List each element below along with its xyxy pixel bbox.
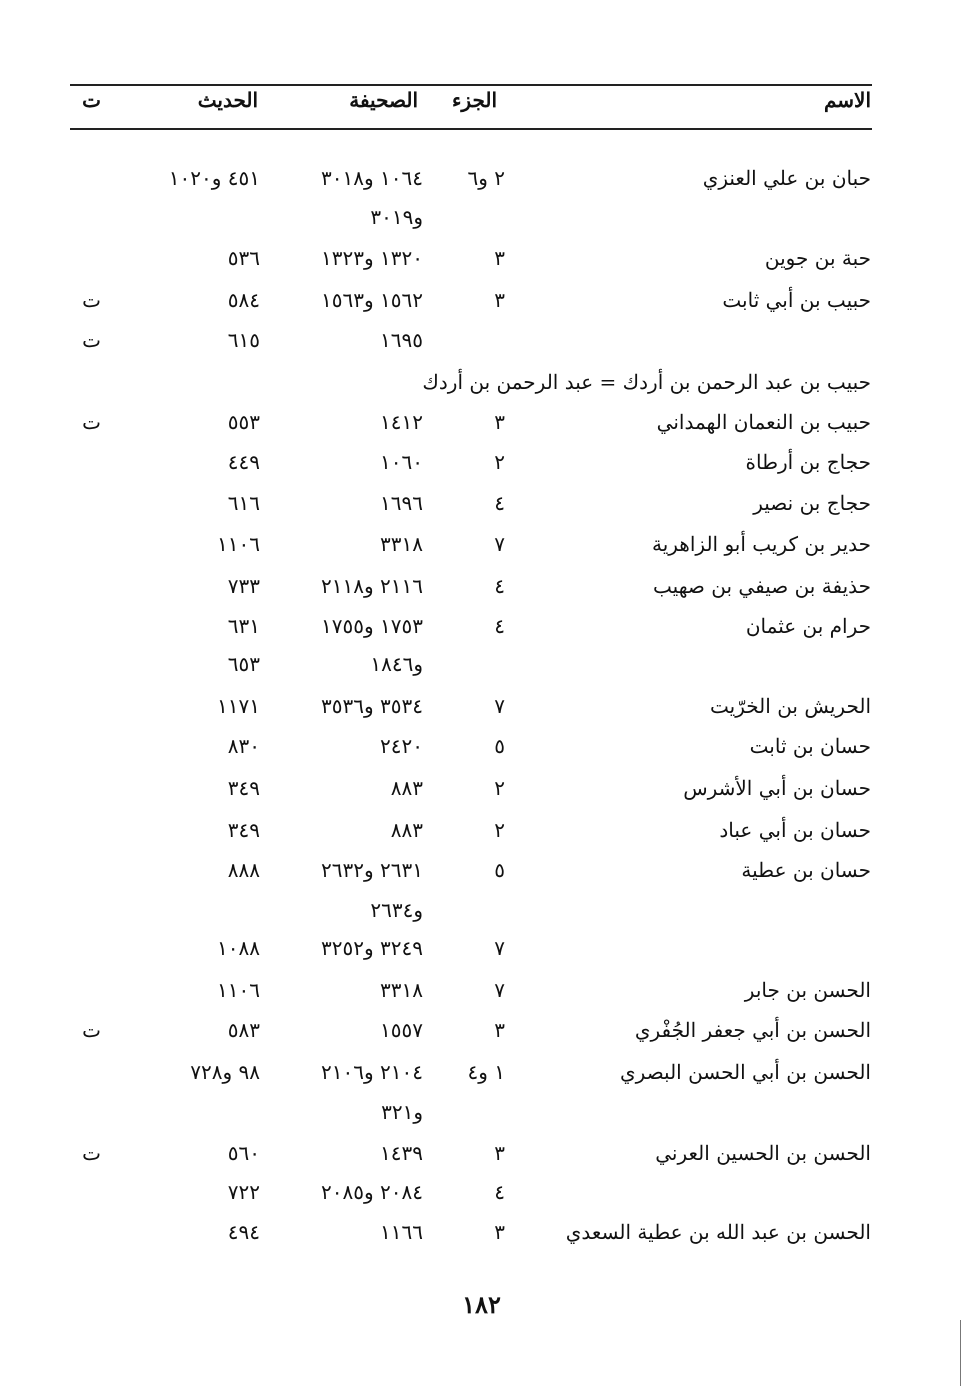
cell-page: و٣٠١٩ <box>370 205 423 229</box>
table-row <box>0 524 963 564</box>
cell-juz: ٣ <box>494 1220 505 1244</box>
table-row <box>0 768 963 808</box>
cell-juz: ٢ و٦ <box>467 166 505 190</box>
cell-name: حسان بن أبي عباد <box>719 818 871 842</box>
cell-hadith: ١١٠٦ <box>217 532 260 556</box>
cell-name: حسان بن عطية <box>741 858 871 882</box>
cell-page: ١٤١٢ <box>380 410 423 434</box>
cell-hadith: ٥٨٣ <box>227 1018 260 1042</box>
table-row <box>0 402 963 442</box>
cell-page: ٣٢٤٩ و٣٢٥٢ <box>321 936 423 960</box>
table-row <box>0 280 963 320</box>
table-row <box>0 362 963 402</box>
table-row <box>0 1052 963 1092</box>
cell-name: حبة بن جوين <box>764 246 871 270</box>
cell-name: حسان بن ثابت <box>749 734 871 758</box>
cell-name: حدير بن كريب أبو الزاهرية <box>651 532 871 556</box>
cell-juz: ٧ <box>494 978 505 1002</box>
table-row <box>0 928 963 968</box>
cell-name: حسان بن أبي الأشرس <box>683 776 871 800</box>
cell-juz: ٣ <box>494 410 505 434</box>
cell-page: ١٠٦٤ و٣٠١٨ <box>321 166 423 190</box>
cell-name: حبيب بن عبد الرحمن بن أردك = عبد الرحمن بن أردك <box>422 370 871 394</box>
table-row <box>0 566 963 606</box>
cell-hadith: ٤٥١ و١٠٢٠ <box>168 166 260 190</box>
cell-hadith: ٨٨٨ <box>227 858 260 882</box>
cell-hadith: ٦٥٣ <box>227 652 260 676</box>
cell-juz: ٢ <box>494 450 505 474</box>
cell-hadith: ٥٦٠ <box>227 1141 260 1165</box>
cell-juz: ٣ <box>494 246 505 270</box>
cell-page: ١٥٦٢ و١٥٦٣ <box>321 288 423 312</box>
cell-page: ٣٣١٨ <box>380 978 423 1002</box>
cell-juz: ٣ <box>494 288 505 312</box>
header-name: الاسم <box>823 88 871 112</box>
cell-juz: ٧ <box>494 694 505 718</box>
table-row <box>0 1092 963 1132</box>
cell-hadith: ٦١٦ <box>227 491 260 515</box>
table-row <box>0 606 963 646</box>
cell-juz: ٣ <box>494 1018 505 1042</box>
cell-juz: ٣ <box>494 1141 505 1165</box>
scan-edge-line <box>960 1320 961 1386</box>
header-hadith: الحديث <box>197 88 258 112</box>
cell-name: حذيفة بن صيفي بن صهيب <box>653 574 871 598</box>
cell-hadith: ٨٣٠ <box>227 734 260 758</box>
cell-page: ٣٣١٨ <box>380 532 423 556</box>
cell-page: ١١٦٦ <box>380 1220 423 1244</box>
table-row <box>0 644 963 684</box>
table-row <box>0 970 963 1010</box>
cell-page: ١٠٦٠ <box>380 450 423 474</box>
cell-page: ١٤٣٩ <box>380 1141 423 1165</box>
cell-hadith: ٣٤٩ <box>227 776 260 800</box>
cell-name: الحريش بن الخرّيت <box>710 694 871 718</box>
cell-hadith: ١١٧١ <box>217 694 260 718</box>
table-row <box>0 810 963 850</box>
header-juz: الجزء <box>452 88 497 112</box>
cell-hadith: ٧٢٢ <box>227 1180 260 1204</box>
cell-juz: ٤ <box>494 574 505 598</box>
header-top-rule <box>70 84 872 86</box>
cell-name: الحسن بن الحسين العرني <box>655 1141 871 1165</box>
table-row <box>0 238 963 278</box>
cell-hadith: ٤٩٤ <box>227 1220 260 1244</box>
cell-name: حبيب بن النعمان الهمداني <box>656 410 871 434</box>
cell-page: ٨٨٣ <box>390 776 423 800</box>
cell-hadith: ٩٨ و٧٢٨ <box>190 1060 260 1084</box>
page-number: ١٨٢ <box>462 1290 501 1319</box>
cell-page: و٢٦٣٤ <box>370 898 423 922</box>
cell-page: و١٨٤٦ <box>370 652 423 676</box>
cell-page: ١٦٩٦ <box>380 491 423 515</box>
cell-page: ١٧٥٣ و١٧٥٥ <box>321 614 423 638</box>
header-bottom-rule <box>70 128 872 130</box>
cell-juz: ٥ <box>494 858 505 882</box>
table-row <box>0 1212 963 1252</box>
cell-name: حبان بن علي العنزي <box>702 166 871 190</box>
table-row <box>0 686 963 726</box>
cell-juz: ٧ <box>494 936 505 960</box>
cell-name: حجاج بن نصير <box>753 491 871 515</box>
table-row <box>0 850 963 890</box>
cell-page: ٢٤٢٠ <box>380 734 423 758</box>
cell-juz: ٤ <box>494 1180 505 1204</box>
cell-page: ٣٥٣٤ و٣٥٣٦ <box>321 694 423 718</box>
cell-name: الحسن بن جابر <box>744 978 871 1002</box>
cell-page: ٢١٠٤ و٢١٠٦ <box>321 1060 423 1084</box>
table-row <box>0 1133 963 1173</box>
cell-t: ت <box>82 328 101 352</box>
cell-t: ت <box>82 410 101 434</box>
table-row <box>0 197 963 237</box>
cell-t: ت <box>82 1018 101 1042</box>
cell-juz: ٢ <box>494 818 505 842</box>
table-row <box>0 158 963 198</box>
cell-name: الحسن بن عبد الله بن عطية السعدي <box>565 1220 871 1244</box>
cell-name: الحسن بن أبي الحسن البصري <box>620 1060 871 1084</box>
cell-page: ١٣٢٠ و١٣٢٣ <box>321 246 423 270</box>
cell-name: الحسن بن أبي جعفر الجُفْري <box>634 1018 871 1042</box>
cell-name: حرام بن عثمان <box>745 614 871 638</box>
cell-page: ٢٦٣١ و٢٦٣٢ <box>321 858 423 882</box>
cell-juz: ٥ <box>494 734 505 758</box>
cell-hadith: ١٠٨٨ <box>217 936 260 960</box>
cell-juz: ٤ <box>494 614 505 638</box>
table-row <box>0 320 963 360</box>
cell-hadith: ٣٤٩ <box>227 818 260 842</box>
cell-page: ٢١١٦ و٢١١٨ <box>321 574 423 598</box>
cell-hadith: ٥٣٦ <box>227 246 260 270</box>
cell-hadith: ٥٨٤ <box>227 288 260 312</box>
cell-page: ٨٨٣ <box>390 818 423 842</box>
table-row <box>0 483 963 523</box>
cell-name: حجاج بن أرطاة <box>745 450 871 474</box>
cell-juz: ١ و٤ <box>467 1060 505 1084</box>
header-page: الصحيفة <box>349 88 418 112</box>
cell-hadith: ١١٠٦ <box>217 978 260 1002</box>
cell-t: ت <box>82 288 101 312</box>
cell-hadith: ٦١٥ <box>227 328 260 352</box>
cell-hadith: ٧٣٣ <box>227 574 260 598</box>
header-t: ت <box>82 88 101 112</box>
cell-t: ت <box>82 1141 101 1165</box>
cell-juz: ٤ <box>494 491 505 515</box>
cell-hadith: ٤٤٩ <box>227 450 260 474</box>
cell-juz: ٧ <box>494 532 505 556</box>
cell-page: و٣٢١ <box>381 1100 423 1124</box>
cell-page: ١٦٩٥ <box>380 328 423 352</box>
cell-juz: ٢ <box>494 776 505 800</box>
table-row <box>0 1010 963 1050</box>
table-row <box>0 1172 963 1212</box>
table-row <box>0 726 963 766</box>
cell-page: ١٥٥٧ <box>380 1018 423 1042</box>
cell-hadith: ٦٣١ <box>227 614 260 638</box>
cell-page: ٢٠٨٤ و٢٠٨٥ <box>321 1180 423 1204</box>
table-row <box>0 442 963 482</box>
table-row <box>0 890 963 930</box>
cell-hadith: ٥٥٣ <box>227 410 260 434</box>
cell-name: حبيب بن أبي ثابت <box>722 288 871 312</box>
